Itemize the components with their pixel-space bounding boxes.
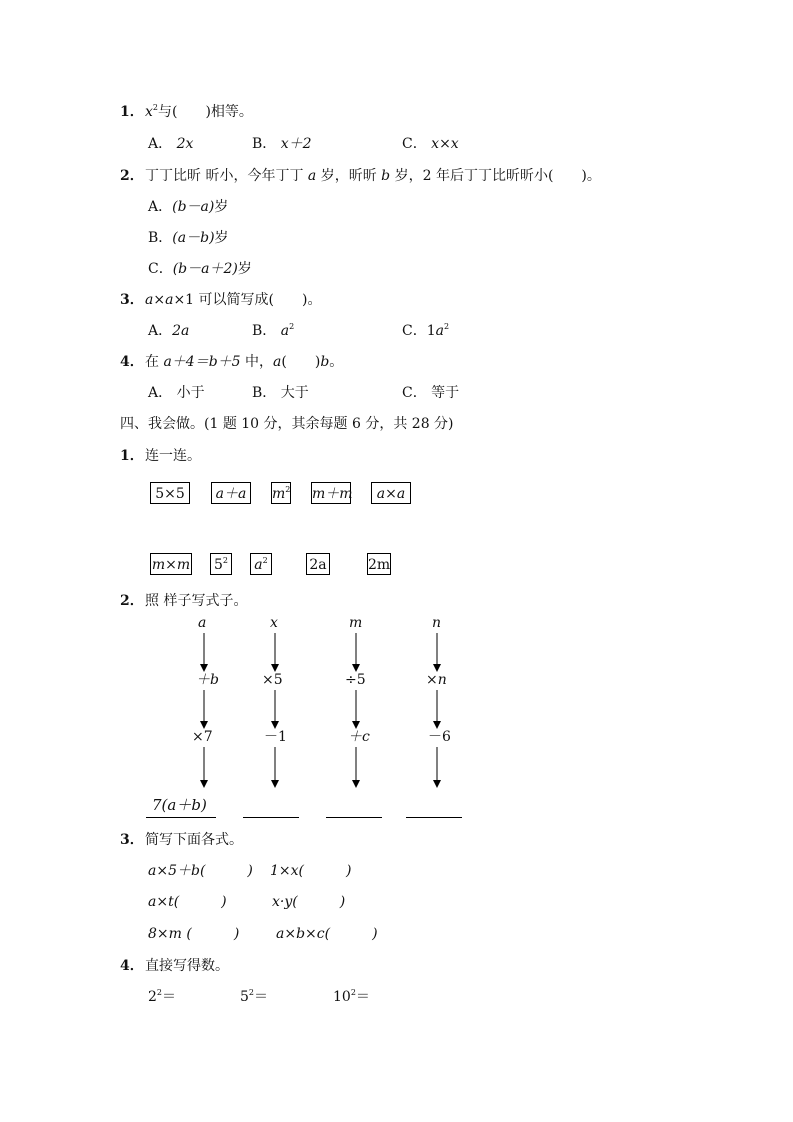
q3-stem: a×a×1 可以简写成( )。 [145, 292, 322, 308]
match-top-5[interactable]: a×a [371, 482, 411, 504]
match-top-1[interactable]: 5×5 [150, 482, 190, 504]
p4-item-3[interactable]: $10^2=$ [333, 988, 370, 1005]
p1-number: 1． [120, 448, 144, 464]
q1-option-a: A． 2x [148, 136, 194, 152]
p2-title: 照 样子写式子。 [145, 593, 248, 609]
answer-line-3[interactable] [326, 817, 382, 818]
q2-option-a: A．(b－a)岁 [148, 199, 229, 215]
p1-title: 连一连。 [145, 448, 201, 464]
q4-option-b: B． 大于 [252, 385, 309, 401]
p3-item-5[interactable]: 8×m ( ) [148, 926, 240, 942]
match-bottom-3[interactable]: $a^2$ [250, 553, 272, 575]
match-top-2[interactable]: a＋a [211, 482, 251, 504]
flow-col3-step1: ÷5 [345, 672, 366, 688]
q2-option-b: B．(a－b)岁 [148, 230, 229, 246]
match-bottom-2[interactable]: $5^2$ [210, 553, 232, 575]
q2-number: 2． [120, 168, 144, 184]
match-top-3[interactable]: $m^2$ [271, 482, 291, 504]
answer-line-4[interactable] [406, 817, 462, 818]
p3-item-3[interactable]: a×t( ) [148, 894, 227, 910]
flow-example-answer: 7(a＋b) [152, 796, 207, 814]
flow-col3-top: m [349, 615, 363, 631]
q1-option-b: B． x＋2 [252, 136, 312, 152]
p3-item-2[interactable]: 1×x( ) [270, 863, 352, 879]
q3-option-a: A．2a [148, 323, 190, 339]
p3-number: 3． [120, 832, 144, 848]
flow-col4-step1: ×n [426, 672, 447, 688]
flow-col2-step2: －1 [264, 729, 287, 745]
q4-number: 4． [120, 354, 144, 370]
flow-col2-top: x [270, 615, 278, 631]
p4-item-2[interactable]: $5^2=$ [240, 988, 269, 1005]
match-bottom-1[interactable]: m×m [150, 553, 192, 575]
flow-col1-step1: ＋b [196, 672, 219, 688]
p2-number: 2． [120, 593, 144, 609]
answer-line-1 [146, 817, 216, 818]
flow-col2-step1: ×5 [262, 672, 283, 688]
p4-number: 4． [120, 958, 144, 974]
flow-col3-step2: ＋c [348, 729, 370, 745]
flow-col4-top: n [432, 615, 442, 631]
match-bottom-5[interactable]: 2m [367, 553, 391, 575]
q1-stem: $x^2$与( )相等。 [145, 103, 253, 120]
q4-option-a: A． 小于 [148, 385, 205, 401]
p3-title: 简写下面各式。 [145, 832, 243, 848]
p3-item-6[interactable]: a×b×c( ) [276, 926, 378, 942]
flow-col1-top: a [198, 615, 207, 631]
p3-item-1[interactable]: a×5＋b( ) [148, 863, 253, 879]
q2-option-c: C．(b－a＋2)岁 [148, 261, 252, 277]
flow-col4-step2: －6 [428, 729, 451, 745]
flow-col1-step2: ×7 [192, 729, 213, 745]
match-bottom-4[interactable]: 2a [306, 553, 330, 575]
section4-title: 四、我会做。(1 题 10 分，其余每题 6 分，共 28 分) [120, 416, 454, 432]
p4-title: 直接写得数。 [145, 958, 229, 974]
answer-line-2[interactable] [243, 817, 299, 818]
q2-stem: 丁丁比昕 昕小，今年丁丁 a 岁，昕昕 b 岁，2 年后丁丁比昕昕小( )。 [145, 168, 601, 184]
q3-number: 3． [120, 292, 144, 308]
q3-option-b: B． $a^2$ [252, 322, 295, 339]
match-top-4[interactable]: m＋m [311, 482, 351, 504]
q3-option-c: C．$1a^2$ [402, 322, 450, 339]
q4-stem: 在 a＋4＝b＋5 中，a( )b。 [145, 354, 344, 370]
q1-option-c: C． x×x [402, 136, 459, 152]
p4-item-1[interactable]: $2^2=$ [148, 988, 177, 1005]
p3-item-4[interactable]: x·y( ) [272, 894, 346, 910]
q4-option-c: C． 等于 [402, 385, 460, 401]
q1-number: 1． [120, 104, 144, 120]
